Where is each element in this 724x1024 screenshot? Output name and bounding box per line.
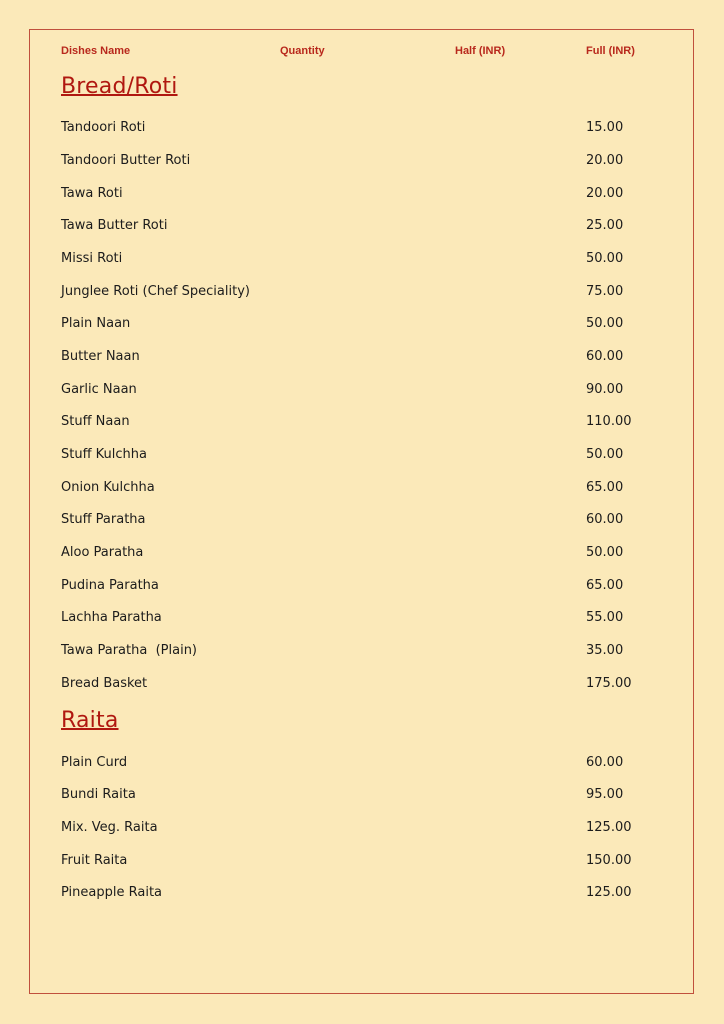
full-price: 50.00 (586, 316, 624, 331)
full-price: 15.00 (586, 120, 624, 135)
menu-item-row (0, 820, 724, 840)
dish-name: Plain Naan (61, 316, 131, 331)
menu-item-row (0, 643, 724, 663)
menu-item-row (0, 316, 724, 336)
menu-item-row (0, 251, 724, 271)
menu-item-row (0, 676, 724, 696)
dish-name: Stuff Paratha (61, 512, 146, 527)
dish-name: Lachha Paratha (61, 610, 162, 625)
menu-item-row (0, 218, 724, 238)
menu-item-row (0, 853, 724, 873)
header-half-price: Half (INR) (455, 45, 506, 57)
menu-item-row (0, 787, 724, 807)
dish-name: Tandoori Roti (61, 120, 146, 135)
dish-name: Bread Basket (61, 676, 148, 691)
dish-name: Pineapple Raita (61, 885, 163, 900)
header-quantity: Quantity (280, 45, 325, 57)
dish-name: Tawa Roti (61, 186, 123, 201)
dish-name: Tawa Butter Roti (61, 218, 168, 233)
full-price: 65.00 (586, 578, 624, 593)
full-price: 60.00 (586, 349, 624, 364)
menu-item-row (0, 885, 724, 905)
full-price: 125.00 (586, 820, 632, 835)
full-price: 90.00 (586, 382, 624, 397)
full-price: 150.00 (586, 853, 632, 868)
full-price: 20.00 (586, 153, 624, 168)
full-price: 95.00 (586, 787, 624, 802)
full-price: 35.00 (586, 643, 624, 658)
menu-item-row (0, 414, 724, 434)
dish-name: Garlic Naan (61, 382, 137, 397)
full-price: 75.00 (586, 284, 624, 299)
full-price: 175.00 (586, 676, 632, 691)
menu-item-row (0, 186, 724, 206)
dish-name: Aloo Paratha (61, 545, 144, 560)
dish-name: Bundi Raita (61, 787, 136, 802)
menu-item-row (0, 610, 724, 630)
full-price: 25.00 (586, 218, 624, 233)
full-price: 110.00 (586, 414, 632, 429)
dish-name: Mix. Veg. Raita (61, 820, 158, 835)
dish-name: Butter Naan (61, 349, 140, 364)
menu-item-row (0, 284, 724, 304)
menu-item-row (0, 545, 724, 565)
full-price: 20.00 (586, 186, 624, 201)
full-price: 50.00 (586, 545, 624, 560)
full-price: 55.00 (586, 610, 624, 625)
full-price: 50.00 (586, 251, 624, 266)
menu-item-row (0, 512, 724, 532)
section-title-bread-roti: Bread/Roti (61, 74, 178, 99)
menu-item-row (0, 755, 724, 775)
dish-name: Stuff Kulchha (61, 447, 147, 462)
full-price: 65.00 (586, 480, 624, 495)
menu-item-row (0, 480, 724, 500)
dish-name: Tawa Paratha (Plain) (61, 643, 197, 658)
menu-item-row (0, 578, 724, 598)
dish-name: Tandoori Butter Roti (61, 153, 191, 168)
dish-name: Fruit Raita (61, 853, 128, 868)
dish-name: Onion Kulchha (61, 480, 155, 495)
dish-name: Junglee Roti (Chef Speciality) (61, 284, 250, 299)
header-dishes-name: Dishes Name (61, 45, 131, 57)
full-price: 50.00 (586, 447, 624, 462)
full-price: 60.00 (586, 512, 624, 527)
dish-name: Missi Roti (61, 251, 123, 266)
section-title-raita: Raita (61, 708, 119, 733)
menu-item-row (0, 349, 724, 369)
full-price: 60.00 (586, 755, 624, 770)
header-full-price: Full (INR) (586, 45, 635, 57)
dish-name: Plain Curd (61, 755, 128, 770)
menu-item-row (0, 447, 724, 467)
full-price: 125.00 (586, 885, 632, 900)
dish-name: Stuff Naan (61, 414, 130, 429)
menu-item-row (0, 120, 724, 140)
dish-name: Pudina Paratha (61, 578, 159, 593)
menu-item-row (0, 382, 724, 402)
menu-item-row (0, 153, 724, 173)
